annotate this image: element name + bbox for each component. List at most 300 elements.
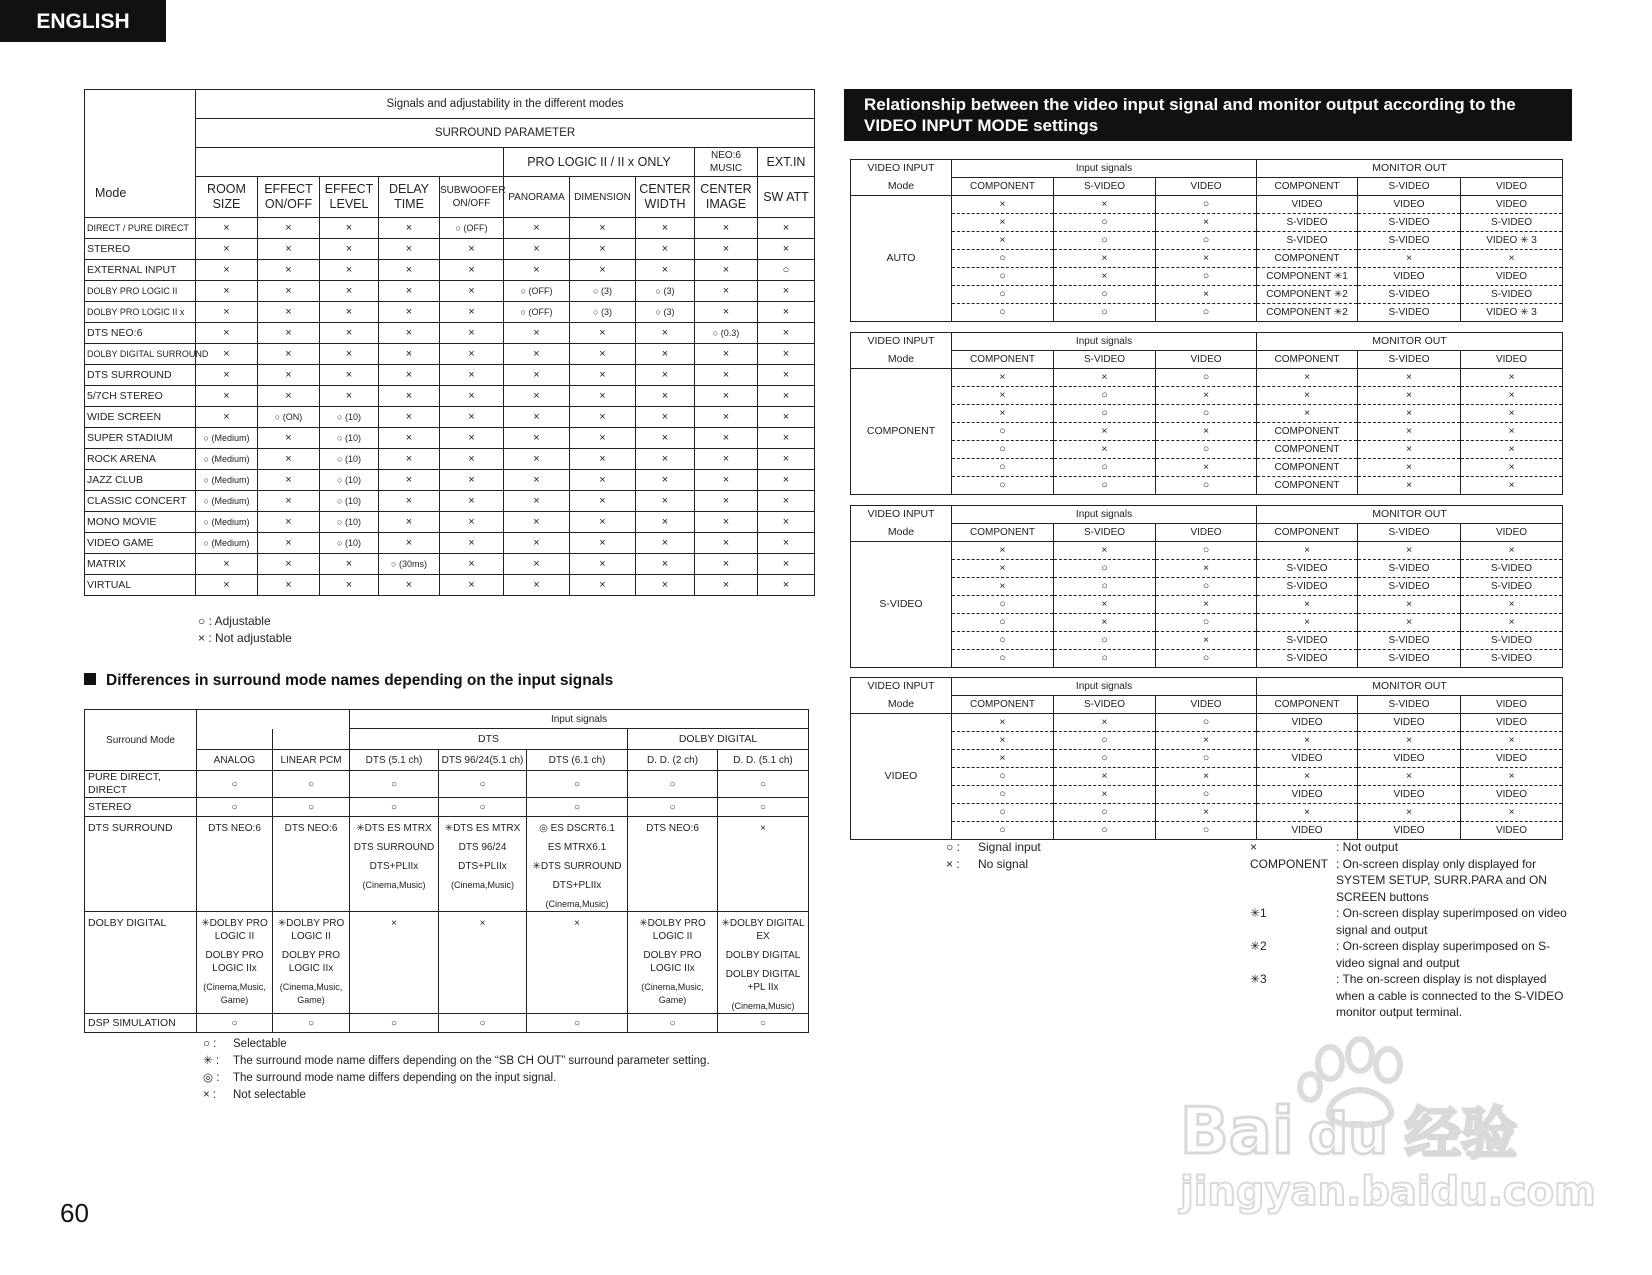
table-cell: × bbox=[196, 407, 258, 428]
cell-line: ✳DTS ES MTRX bbox=[356, 823, 432, 834]
table-cell: × bbox=[258, 302, 320, 323]
table-cell: × bbox=[758, 281, 815, 302]
table-cell: × bbox=[695, 260, 758, 281]
mode-header: Mode bbox=[85, 90, 196, 218]
cell-line: (Cinema,Music) bbox=[545, 899, 609, 909]
table-cell: ○ bbox=[1156, 822, 1257, 840]
table-cell: × bbox=[636, 449, 695, 470]
table-cell: ○ (OFF) bbox=[504, 281, 570, 302]
table-cell: × bbox=[570, 491, 636, 512]
table-cell: ○ bbox=[1156, 714, 1257, 732]
table-cell: × bbox=[758, 449, 815, 470]
surround-mode-name: PURE DIRECT, DIRECT bbox=[85, 771, 197, 798]
table-cell: VIDEO bbox=[1461, 786, 1563, 804]
table-cell: × bbox=[1461, 596, 1563, 614]
surround-mode-name: DSP SIMULATION bbox=[85, 1014, 197, 1033]
table-row bbox=[85, 912, 809, 1014]
table-row bbox=[851, 268, 1563, 286]
table-cell: × bbox=[758, 365, 815, 386]
surround-mode-header: Surround Mode bbox=[85, 710, 197, 771]
legend-symbol: × bbox=[1250, 840, 1258, 854]
table-cell: COMPONENT ✳2 bbox=[1257, 304, 1358, 322]
table-row bbox=[851, 369, 1563, 387]
blank-cell bbox=[197, 729, 273, 750]
sub-column-header: S-VIDEO bbox=[1358, 351, 1461, 369]
table-cell: ○ (Medium) bbox=[196, 449, 258, 470]
table-cell: × bbox=[504, 239, 570, 260]
table-cell: × bbox=[695, 470, 758, 491]
table-cell: × bbox=[379, 491, 440, 512]
monitor-out-header: MONITOR OUT bbox=[1257, 506, 1563, 524]
table-cell: ○ (0.3) bbox=[695, 323, 758, 344]
table-cell bbox=[350, 798, 439, 817]
cell-line: ✳DOLBY PRO LOGIC II bbox=[639, 918, 706, 942]
table-cell: × bbox=[1156, 768, 1257, 786]
table-cell: × bbox=[1054, 268, 1156, 286]
table-cell: × bbox=[258, 218, 320, 239]
table-cell: ○ (Medium) bbox=[196, 491, 258, 512]
legend-input-signal: ◎ : The surround mode name differs depending on the input signal. bbox=[203, 1072, 557, 1084]
svg-text:经验: 经验 bbox=[1405, 1102, 1517, 1167]
table-cell: × bbox=[636, 575, 695, 596]
table-cell: × bbox=[695, 575, 758, 596]
table-row bbox=[851, 596, 1563, 614]
table-cell: S-VIDEO bbox=[1461, 214, 1563, 232]
table-row bbox=[851, 477, 1563, 495]
sub-column-header: VIDEO bbox=[1461, 178, 1563, 196]
table-cell: × bbox=[636, 554, 695, 575]
monitor-out-header: MONITOR OUT bbox=[1257, 160, 1563, 178]
table-cell: × bbox=[570, 365, 636, 386]
table-cell: × bbox=[258, 260, 320, 281]
table-cell: × bbox=[758, 344, 815, 365]
table-cell: × bbox=[196, 302, 258, 323]
table-cell: × bbox=[1156, 387, 1257, 405]
table-cell: ○ (10) bbox=[320, 407, 379, 428]
table-cell: × bbox=[1156, 423, 1257, 441]
table-cell: ○ bbox=[1054, 286, 1156, 304]
table-cell: ○ bbox=[1156, 304, 1257, 322]
table-cell: ○ (10) bbox=[320, 470, 379, 491]
mode-legend bbox=[198, 613, 292, 647]
table-cell: × bbox=[570, 323, 636, 344]
baidu-watermark-logo bbox=[1170, 1025, 1596, 1215]
table-cell: × bbox=[695, 407, 758, 428]
table-cell: × bbox=[570, 386, 636, 407]
cell-line: DTS NEO:6 bbox=[284, 823, 338, 834]
table-cell: × bbox=[258, 323, 320, 344]
table-cell bbox=[439, 817, 527, 912]
sub-column-header: COMPONENT bbox=[952, 178, 1054, 196]
table-cell: × bbox=[1054, 542, 1156, 560]
mode-name: DTS SURROUND bbox=[85, 365, 196, 386]
table-cell bbox=[273, 771, 350, 798]
table-cell: × bbox=[504, 218, 570, 239]
table-cell bbox=[197, 1014, 273, 1033]
video-input-mode: S-VIDEO bbox=[851, 542, 952, 668]
cell-line: (Cinema,Music, Game) bbox=[203, 982, 266, 1005]
table-cell: × bbox=[1156, 804, 1257, 822]
cell-line: ○ bbox=[231, 778, 238, 790]
table-cell: S-VIDEO bbox=[1358, 304, 1461, 322]
table-cell: × bbox=[570, 533, 636, 554]
table-cell: × bbox=[258, 428, 320, 449]
table-row bbox=[85, 798, 809, 817]
mode-name: VIRTUAL bbox=[85, 575, 196, 596]
cell-line: ○ bbox=[307, 778, 315, 790]
cell-line: ○ bbox=[479, 1017, 486, 1029]
table-cell: × bbox=[504, 491, 570, 512]
table-cell: × bbox=[636, 239, 695, 260]
table-cell: × bbox=[1461, 405, 1563, 423]
table-cell: ○ bbox=[1054, 822, 1156, 840]
table-cell: × bbox=[636, 344, 695, 365]
table-row bbox=[851, 387, 1563, 405]
cell-line: ○ bbox=[573, 778, 581, 790]
sub-column-header: S-VIDEO bbox=[1054, 351, 1156, 369]
table-cell: ○ (3) bbox=[636, 281, 695, 302]
surround-names-table bbox=[84, 709, 809, 1033]
cell-line: ES MTRX6.1 bbox=[547, 842, 607, 853]
table-cell: × bbox=[440, 554, 504, 575]
table-cell: × bbox=[440, 428, 504, 449]
table-cell: × bbox=[952, 232, 1054, 250]
mode-label: Mode bbox=[851, 524, 952, 542]
table-cell: × bbox=[504, 407, 570, 428]
monitor-out-header: MONITOR OUT bbox=[1257, 678, 1563, 696]
cell-line: DTS NEO:6 bbox=[208, 823, 261, 834]
cell-line: ○ bbox=[669, 801, 676, 813]
table-cell: ○ bbox=[952, 268, 1054, 286]
mode-name: MATRIX bbox=[85, 554, 196, 575]
table-cell: S-VIDEO bbox=[1358, 578, 1461, 596]
table-cell: ○ bbox=[1054, 732, 1156, 750]
table-cell: × bbox=[636, 491, 695, 512]
mode-name: VIDEO GAME bbox=[85, 533, 196, 554]
column-header: ANALOG bbox=[197, 750, 273, 771]
table-cell bbox=[527, 771, 628, 798]
table-cell bbox=[350, 912, 439, 1014]
table-cell: × bbox=[1156, 632, 1257, 650]
cell-line: ○ bbox=[231, 1017, 238, 1029]
mode-name: MONO MOVIE bbox=[85, 512, 196, 533]
table-cell: ○ bbox=[1156, 650, 1257, 668]
table-cell: × bbox=[758, 491, 815, 512]
table-cell: ○ (3) bbox=[570, 302, 636, 323]
table-row bbox=[85, 533, 815, 554]
table-cell: × bbox=[695, 344, 758, 365]
table-cell bbox=[197, 798, 273, 817]
table-cell: × bbox=[570, 407, 636, 428]
table-row bbox=[851, 196, 1563, 214]
table-cell: ○ bbox=[1156, 232, 1257, 250]
table-cell: ○ (Medium) bbox=[196, 428, 258, 449]
column-header: DTS 96/24(5.1 ch) bbox=[439, 750, 527, 771]
table-cell: × bbox=[636, 386, 695, 407]
legend-entry bbox=[1250, 856, 1570, 906]
table-cell: S-VIDEO bbox=[1257, 578, 1358, 596]
video-input-mode: COMPONENT bbox=[851, 369, 952, 495]
surround-mode-name: STEREO bbox=[85, 798, 197, 817]
table-cell: × bbox=[1156, 286, 1257, 304]
table-cell: × bbox=[758, 512, 815, 533]
table-cell: COMPONENT bbox=[1257, 459, 1358, 477]
table-cell: × bbox=[504, 512, 570, 533]
table-cell: × bbox=[440, 281, 504, 302]
table-cell: × bbox=[1461, 423, 1563, 441]
table-row bbox=[85, 239, 815, 260]
table-cell: × bbox=[379, 470, 440, 491]
table-cell: × bbox=[1461, 804, 1563, 822]
table-cell: × bbox=[320, 365, 379, 386]
table-cell: × bbox=[1358, 441, 1461, 459]
column-header: LINEAR PCM bbox=[273, 750, 350, 771]
table-cell: ○ bbox=[952, 596, 1054, 614]
table-cell: × bbox=[1358, 369, 1461, 387]
table-cell: ○ bbox=[1054, 214, 1156, 232]
sub-column-header: VIDEO bbox=[1156, 524, 1257, 542]
table-cell: × bbox=[379, 575, 440, 596]
mode-name: DTS NEO:6 bbox=[85, 323, 196, 344]
table-cell: ○ bbox=[952, 786, 1054, 804]
legend-selectable: ○ : Selectable bbox=[203, 1038, 287, 1050]
legend-symbol: ✳1 bbox=[1250, 906, 1267, 920]
table-cell: VIDEO bbox=[1461, 714, 1563, 732]
table-cell: × bbox=[952, 560, 1054, 578]
input-signals-header: Input signals bbox=[350, 710, 809, 729]
sub-column-header: COMPONENT bbox=[952, 696, 1054, 714]
table-cell: × bbox=[952, 196, 1054, 214]
table-cell: × bbox=[504, 554, 570, 575]
table-cell: × bbox=[695, 428, 758, 449]
video-input-mode-header: VIDEO INPUT bbox=[851, 678, 952, 696]
table-cell: VIDEO bbox=[1257, 750, 1358, 768]
table-cell: VIDEO bbox=[1358, 750, 1461, 768]
table-cell: ○ bbox=[952, 822, 1054, 840]
table-cell: × bbox=[440, 575, 504, 596]
table-cell: × bbox=[440, 260, 504, 281]
sub-column-header: VIDEO bbox=[1461, 524, 1563, 542]
table-cell bbox=[527, 798, 628, 817]
table-cell: × bbox=[440, 470, 504, 491]
table-cell: S-VIDEO bbox=[1257, 232, 1358, 250]
table-cell: × bbox=[1156, 214, 1257, 232]
table-cell: × bbox=[1156, 250, 1257, 268]
table-cell bbox=[527, 912, 628, 1014]
cell-line: ✳DOLBY DIGITAL EX bbox=[721, 918, 805, 942]
table-row bbox=[851, 768, 1563, 786]
table-cell: ○ bbox=[1054, 477, 1156, 495]
cell-line: (Cinema,Music) bbox=[450, 880, 514, 890]
table-cell: × bbox=[952, 578, 1054, 596]
table-cell: × bbox=[504, 470, 570, 491]
table-cell: × bbox=[1156, 732, 1257, 750]
video-input-table-video bbox=[850, 677, 1563, 840]
table-cell: × bbox=[1257, 804, 1358, 822]
table-cell: VIDEO bbox=[1461, 822, 1563, 840]
table-cell: S-VIDEO bbox=[1257, 214, 1358, 232]
table-row bbox=[85, 407, 815, 428]
legend-entry bbox=[1250, 839, 1570, 856]
column-header: CENTER IMAGE bbox=[695, 177, 758, 218]
table-row bbox=[85, 491, 815, 512]
table-cell: COMPONENT bbox=[1257, 250, 1358, 268]
column-header: EFFECT LEVEL bbox=[320, 177, 379, 218]
table-cell: VIDEO bbox=[1257, 714, 1358, 732]
table-cell: ○ (10) bbox=[320, 491, 379, 512]
surround-mode-name: DTS SURROUND bbox=[85, 817, 197, 912]
table-cell: ○ (30ms) bbox=[379, 554, 440, 575]
table-cell: × bbox=[1358, 459, 1461, 477]
cell-line: ○ bbox=[479, 778, 486, 790]
cell-line: ○ bbox=[390, 1017, 398, 1029]
table-cell: × bbox=[1257, 614, 1358, 632]
table-cell: × bbox=[695, 218, 758, 239]
table-cell: VIDEO bbox=[1461, 750, 1563, 768]
table-cell: ○ (OFF) bbox=[440, 218, 504, 239]
table-cell: S-VIDEO bbox=[1461, 578, 1563, 596]
signals-caption: Signals and adjustability in the different modes bbox=[196, 90, 815, 119]
table-cell: S-VIDEO bbox=[1257, 560, 1358, 578]
table-row bbox=[851, 232, 1563, 250]
dts-group-header: DTS bbox=[350, 729, 628, 750]
table-cell: ○ bbox=[1054, 459, 1156, 477]
table-cell: × bbox=[1358, 423, 1461, 441]
input-signals-header: Input signals bbox=[952, 333, 1257, 351]
table-cell: × bbox=[1358, 405, 1461, 423]
sub-column-header: S-VIDEO bbox=[1358, 696, 1461, 714]
table-cell: × bbox=[570, 449, 636, 470]
table-cell bbox=[527, 1014, 628, 1033]
table-cell: S-VIDEO bbox=[1358, 232, 1461, 250]
table-cell: × bbox=[379, 533, 440, 554]
table-row bbox=[85, 281, 815, 302]
table-cell: × bbox=[1054, 596, 1156, 614]
table-cell: × bbox=[504, 260, 570, 281]
table-cell: × bbox=[695, 239, 758, 260]
cell-line: DOLBY DIGITAL bbox=[725, 950, 801, 961]
cell-line: ○ bbox=[390, 778, 398, 790]
sub-column-header: VIDEO bbox=[1156, 178, 1257, 196]
table-cell: ○ bbox=[952, 650, 1054, 668]
table-cell: × bbox=[1054, 250, 1156, 268]
table-cell: ○ bbox=[1156, 441, 1257, 459]
table-row bbox=[85, 323, 815, 344]
table-cell: × bbox=[1461, 459, 1563, 477]
table-row bbox=[851, 214, 1563, 232]
table-cell: × bbox=[695, 491, 758, 512]
table-cell: ○ (3) bbox=[636, 302, 695, 323]
table-cell: × bbox=[570, 575, 636, 596]
table-cell: VIDEO bbox=[1257, 196, 1358, 214]
mode-name: DOLBY DIGITAL SURROUND bbox=[85, 344, 196, 365]
table-cell: × bbox=[504, 449, 570, 470]
table-cell bbox=[197, 771, 273, 798]
table-cell: × bbox=[695, 281, 758, 302]
table-cell: ○ bbox=[1054, 650, 1156, 668]
mode-adjustability-table bbox=[84, 89, 815, 596]
video-input-mode: VIDEO bbox=[851, 714, 952, 840]
table-cell: S-VIDEO bbox=[1257, 632, 1358, 650]
mode-name: DIRECT / PURE DIRECT bbox=[85, 218, 196, 239]
cell-line: DOLBY PRO LOGIC IIx bbox=[643, 950, 702, 974]
cell-line: (Cinema,Music) bbox=[362, 880, 426, 890]
table-row bbox=[85, 1014, 809, 1033]
sub-column-header: VIDEO bbox=[1461, 351, 1563, 369]
table-cell: × bbox=[758, 428, 815, 449]
sub-column-header: COMPONENT bbox=[1257, 178, 1358, 196]
sub-column-header: S-VIDEO bbox=[1358, 524, 1461, 542]
names-legend bbox=[203, 1036, 710, 1104]
table-cell: × bbox=[1054, 614, 1156, 632]
dolby-group-header: DOLBY DIGITAL bbox=[628, 729, 809, 750]
table-cell: × bbox=[758, 407, 815, 428]
table-row bbox=[851, 286, 1563, 304]
table-cell: VIDEO bbox=[1358, 714, 1461, 732]
table-cell: × bbox=[440, 533, 504, 554]
table-row bbox=[85, 554, 815, 575]
table-cell: × bbox=[636, 365, 695, 386]
table-cell: × bbox=[1156, 459, 1257, 477]
legend-sb-ch-out: ✳ : The surround mode name differs depending on the “SB CH OUT” surround parameter setting. bbox=[203, 1055, 710, 1067]
table-cell: × bbox=[952, 369, 1054, 387]
table-cell: × bbox=[379, 281, 440, 302]
mode-label: Mode bbox=[851, 351, 952, 369]
table-cell: × bbox=[196, 554, 258, 575]
table-cell: VIDEO bbox=[1257, 822, 1358, 840]
mode-name: STEREO bbox=[85, 239, 196, 260]
mode-name: ROCK ARENA bbox=[85, 449, 196, 470]
mode-name: WIDE SCREEN bbox=[85, 407, 196, 428]
table-cell: ○ bbox=[1156, 405, 1257, 423]
cell-line: DTS NEO:6 bbox=[646, 823, 699, 834]
table-cell bbox=[439, 1014, 527, 1033]
table-cell: × bbox=[695, 554, 758, 575]
table-cell: ○ bbox=[1054, 560, 1156, 578]
table-cell bbox=[718, 1014, 809, 1033]
table-cell: ○ bbox=[952, 286, 1054, 304]
blank-cell bbox=[273, 729, 350, 750]
table-cell: S-VIDEO bbox=[1358, 560, 1461, 578]
table-cell: VIDEO ✳ 3 bbox=[1461, 304, 1563, 322]
table-cell: × bbox=[320, 218, 379, 239]
table-cell: × bbox=[440, 512, 504, 533]
table-cell: × bbox=[320, 281, 379, 302]
column-header: PANORAMA bbox=[504, 177, 570, 218]
table-cell: S-VIDEO bbox=[1358, 632, 1461, 650]
cell-line: (Cinema,Music) bbox=[731, 1001, 795, 1011]
surround-mode-name: DOLBY DIGITAL bbox=[85, 912, 197, 1014]
table-cell: × bbox=[196, 218, 258, 239]
table-cell: ○ (10) bbox=[320, 512, 379, 533]
table-cell: × bbox=[758, 239, 815, 260]
legend-text: : On-screen display superimposed on video signal and output bbox=[1336, 906, 1567, 937]
table-cell bbox=[718, 912, 809, 1014]
table-cell: × bbox=[1054, 768, 1156, 786]
table-cell: × bbox=[758, 323, 815, 344]
table-row bbox=[85, 386, 815, 407]
mode-name: DOLBY PRO LOGIC II x bbox=[85, 302, 196, 323]
table-cell: × bbox=[504, 428, 570, 449]
blank-group bbox=[196, 148, 504, 177]
table-cell: COMPONENT bbox=[1257, 423, 1358, 441]
column-header: D. D. (2 ch) bbox=[628, 750, 718, 771]
table-cell: COMPONENT bbox=[1257, 441, 1358, 459]
table-row bbox=[851, 822, 1563, 840]
table-cell: VIDEO bbox=[1257, 786, 1358, 804]
table-cell: × bbox=[1358, 804, 1461, 822]
table-row bbox=[851, 423, 1563, 441]
